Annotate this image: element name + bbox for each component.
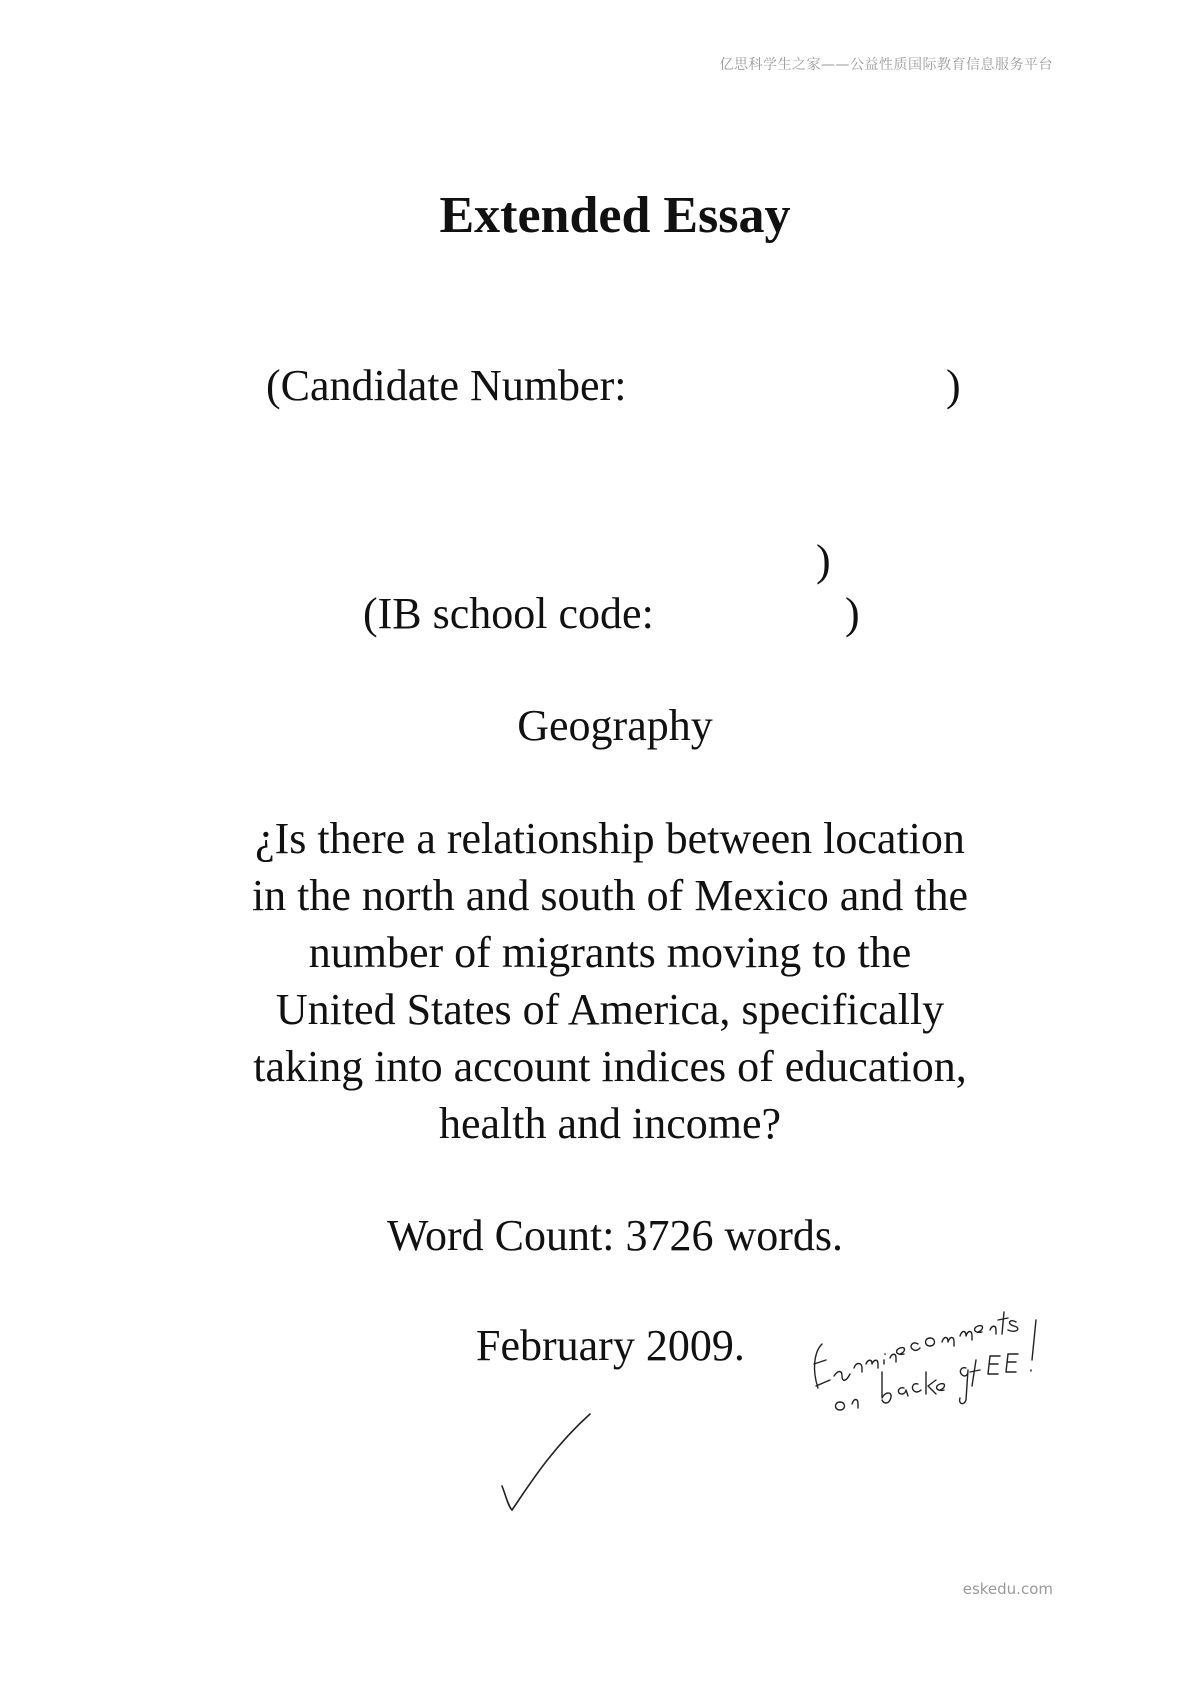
subject: Geography: [517, 701, 713, 750]
question-line: United States of America, specifically: [275, 985, 945, 1034]
submission-date: February 2009.: [476, 1321, 745, 1370]
stray-paren: ): [816, 536, 831, 585]
document-title: Extended Essay: [439, 187, 791, 244]
question-line: ¿Is there a relationship between location: [255, 814, 965, 863]
candidate-number-close-paren: ): [946, 361, 961, 410]
handwritten-note-icon: [800, 1260, 1080, 1420]
question-line: in the north and south of Mexico and the: [251, 871, 969, 920]
watermark-top: 亿思科学生之家——公益性质国际教育信息服务平台: [719, 57, 1053, 73]
question-line: health and income?: [438, 1099, 782, 1148]
question-line: number of migrants moving to the: [308, 928, 912, 977]
word-count: Word Count: 3726 words.: [386, 1211, 843, 1260]
research-question: [200, 810, 1020, 1152]
question-line: taking into account indices of education,: [253, 1042, 967, 1091]
school-code-close-paren: ): [845, 589, 860, 638]
watermark-bottom: eskedu.com: [962, 1580, 1053, 1598]
school-code-label: (IB school code:: [363, 589, 654, 638]
candidate-number-label: (Candidate Number:: [266, 361, 627, 410]
checkmark-icon: [500, 1410, 600, 1520]
